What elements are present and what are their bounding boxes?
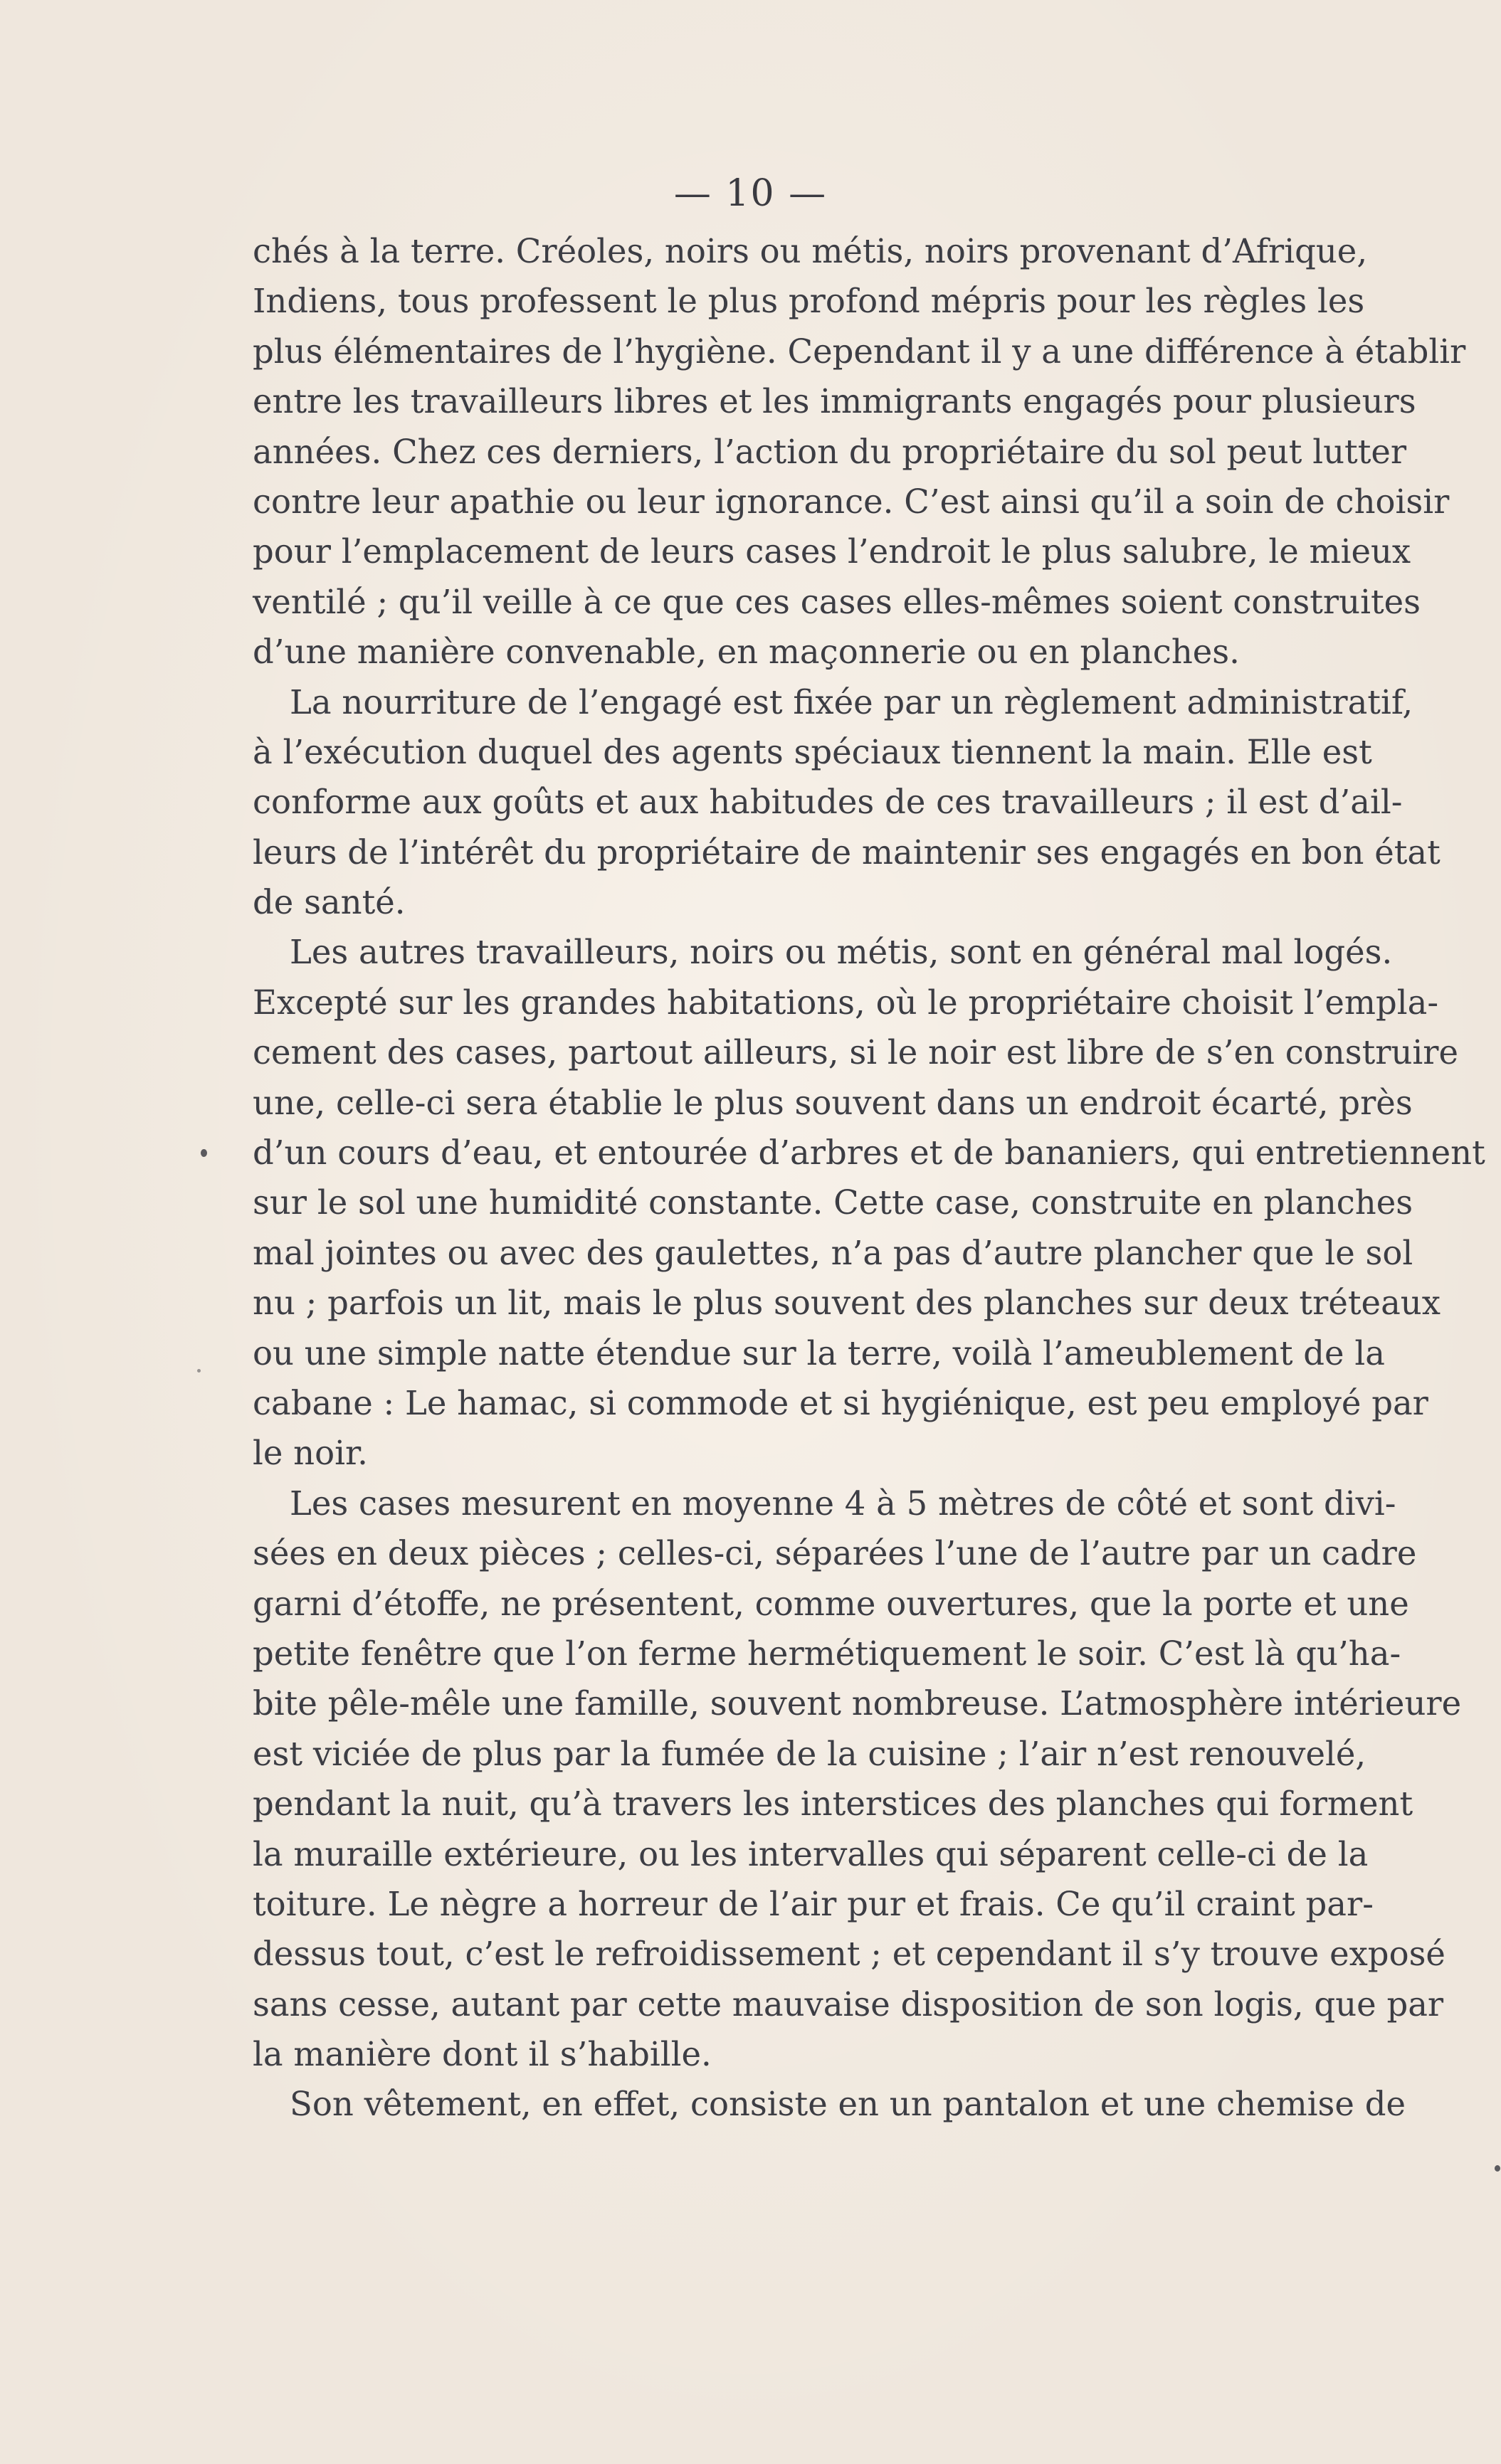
- text-line: d’une manière convenable, en maçonnerie ou en planches.: [253, 633, 1240, 672]
- text-line: Les cases mesurent en moyenne 4 à 5 mètres de côté et sont divi-: [290, 1484, 1396, 1523]
- body-text: [253, 226, 1485, 2130]
- text-line: années. Chez ces derniers, l’action du propriétaire du sol peut lutter: [253, 432, 1407, 471]
- text-line: toiture. Le nègre a horreur de l’air pur et frais. Ce qu’il craint par-: [253, 1884, 1374, 1923]
- text-line: à l’exécution duquel des agents spéciaux tiennent la main. Elle est: [253, 732, 1372, 771]
- text-line: d’un cours d’eau, et entourée d’arbres et de bananiers, qui entretiennent: [253, 1133, 1485, 1173]
- text-line: entre les travailleurs libres et les immigrants engagés pour plusieurs: [253, 382, 1416, 421]
- text-line: chés à la terre. Créoles, noirs ou métis, noirs provenant d’Afrique,: [253, 232, 1368, 270]
- ink-speck: [201, 1149, 207, 1157]
- text-line: le noir.: [253, 1434, 368, 1473]
- text-line: de santé.: [253, 883, 406, 922]
- text-line: sées en deux pièces ; celles-ci, séparées l’une de l’autre par un cadre: [253, 1534, 1417, 1573]
- text-line: dessus tout, c’est le refroidissement ; et cependant il s’y trouve exposé: [253, 1935, 1445, 1974]
- text-line: nu ; parfois un lit, mais le plus souvent des planches sur deux tréteaux: [253, 1284, 1441, 1323]
- page-number: — 10 —: [673, 172, 828, 215]
- ink-speck: [1495, 2165, 1500, 2172]
- text-line: mal jointes ou avec des gaulettes, n’a pas d’autre plancher que le sol: [253, 1233, 1413, 1272]
- text-line: conforme aux goûts et aux habitudes de ces travailleurs ; il est d’ail-: [253, 783, 1403, 822]
- text-line: Excepté sur les grandes habitations, où le propriétaire choisit l’empla-: [253, 983, 1439, 1022]
- text-line: Son vêtement, en effet, consiste en un pantalon et une chemise de: [290, 2085, 1406, 2124]
- text-line: cabane : Le hamac, si commode et si hygiénique, est peu employé par: [253, 1383, 1428, 1422]
- text-line: bite pêle-mêle une famille, souvent nombreuse. L’atmosphère intérieure: [253, 1684, 1462, 1723]
- text-line: plus élémentaires de l’hygiène. Cependant il y a une différence à établir: [253, 332, 1466, 371]
- text-line: ventilé ; qu’il veille à ce que ces cases elles-mêmes soient construites: [253, 582, 1421, 621]
- text-line: pour l’emplacement de leurs cases l’endroit le plus salubre, le mieux: [253, 532, 1411, 571]
- text-line: la manière dont il s’habille.: [253, 2035, 712, 2074]
- text-line: est viciée de plus par la fumée de la cuisine ; l’air n’est renouvelé,: [253, 1734, 1366, 1773]
- text-line: Les autres travailleurs, noirs ou métis, sont en général mal logés.: [290, 933, 1393, 972]
- text-line: contre leur apathie ou leur ignorance. C’est ainsi qu’il a soin de choisir: [253, 482, 1450, 521]
- text-line: cement des cases, partout ailleurs, si le noir est libre de s’en construire: [253, 1033, 1459, 1072]
- text-line: garni d’étoffe, ne présentent, comme ouvertures, que la porte et une: [253, 1584, 1409, 1623]
- text-line: leurs de l’intérêt du propriétaire de maintenir ses engagés en bon état: [253, 832, 1441, 872]
- text-line: la muraille extérieure, ou les intervalles qui séparent celle-ci de la: [253, 1834, 1369, 1873]
- text-line: La nourriture de l’engagé est fixée par un règlement administratif,: [290, 682, 1413, 721]
- text-line: sur le sol une humidité constante. Cette case, construite en planches: [253, 1183, 1413, 1222]
- ink-speck: [197, 1369, 201, 1373]
- text-line: petite fenêtre que l’on ferme hermétiquement le soir. C’est là qu’ha-: [253, 1634, 1401, 1673]
- text-line: ou une simple natte étendue sur la terre, voilà l’ameublement de la: [253, 1333, 1385, 1373]
- text-line: une, celle-ci sera établie le plus souvent dans un endroit écarté, près: [253, 1083, 1413, 1122]
- text-line: Indiens, tous professent le plus profond mépris pour les règles les: [253, 282, 1365, 321]
- text-line: sans cesse, autant par cette mauvaise disposition de son logis, que par: [253, 1984, 1444, 2024]
- text-line: pendant la nuit, qu’à travers les interstices des planches qui forment: [253, 1784, 1413, 1824]
